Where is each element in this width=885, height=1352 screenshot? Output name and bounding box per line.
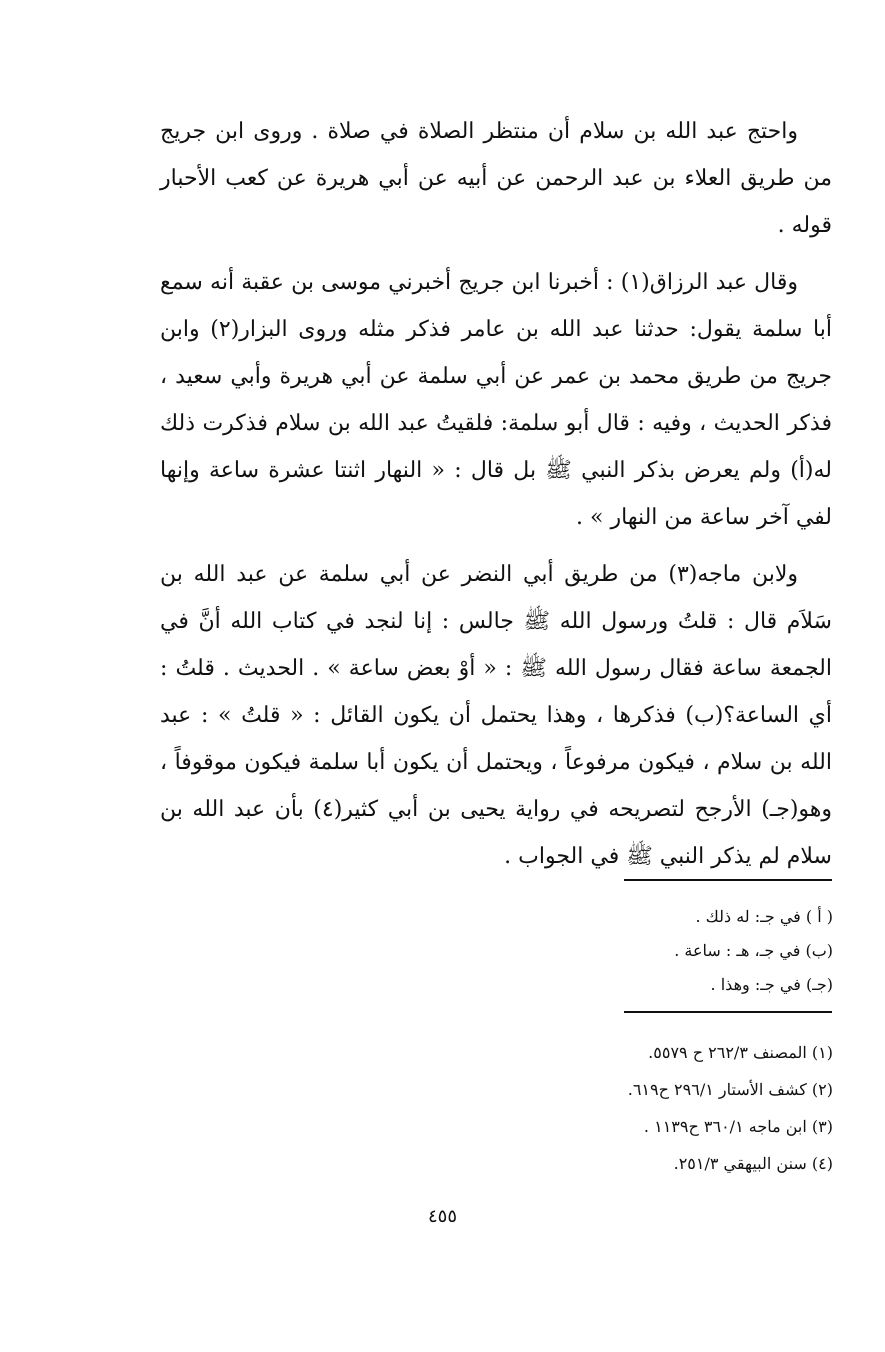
page-number: ٤٥٥ [427, 1206, 457, 1227]
variant-note-b: (ب) في جـ، هـ : ساعة . [674, 941, 833, 960]
variant-note-a: ( أ ) في جـ: له ذلك . [695, 907, 833, 926]
paragraph-2: وقال عبد الرزاق(١) : أخبرنا ابن جريج أخبرني موسى بن عقبة أنه سمع أبا سلمة يقول: حدثنا عبد الله بن عامر فذكر مثله وروى البزار(٢) وابن جريج من طريق محمد بن عمر عن أبي سلمة عن أبي هريرة وأبي سعيد ، فذكر الحديث ، وفيه : قال أبو سلمة: فلقيتُ عبد الله بن سلام فذكرت ذلك له(أ) ولم يعرض بذكر النبي ﷺ بل قال : « النهار اثنتا عشرة ساعة وإنها لفي آخر ساعة من النهار » . [160, 270, 832, 530]
footnote-1: (١) المصنف ٢٦٢/٣ ح ٥٥٧٩. [648, 1043, 833, 1062]
variant-notes [193, 900, 833, 1002]
variant-note-c: (جـ) في جـ: وهذا . [710, 975, 833, 994]
footnote-2: (٢) كشف الأستار ٢٩٦/١ ح٦١٩. [627, 1080, 833, 1099]
source-footnotes [193, 1034, 833, 1182]
footnote-4: (٤) سنن البيهقي ٢٥١/٣. [673, 1154, 833, 1173]
paragraph-3: ولابن ماجه(٣) من طريق أبي النضر عن أبي سلمة عن عبد الله بن سَلاَم قال : قلتُ ورسول الله ﷺ جالس : إنا لنجد في كتاب الله أنَّ في الجمعة ساعة فقال رسول الله ﷺ : « أوْ بعض ساعة » . الحديث . قلتُ : أي الساعة؟(ب) فذكرها ، وهذا يحتمل أن يكون القائل : « قلتُ » : عبد الله بن سلام ، فيكون مرفوعاً ، ويحتمل أن يكون أبا سلمة فيكون موقوفاً ، وهو(جـ) الأرجح لتصريحه في رواية يحيى بن أبي كثير(٤) بأن عبد الله بن سلام لم يذكر النبي ﷺ في الجواب . [160, 562, 833, 869]
main-text [160, 108, 832, 880]
footnote-divider-top [624, 879, 832, 881]
paragraph-1: واحتج عبد الله بن سلام أن منتظر الصلاة في صلاة . وروى ابن جريج من طريق العلاء بن عبد الرحمن عن أبيه عن أبي هريرة عن كعب الأحبار قوله . [160, 119, 832, 238]
footnote-divider-bottom [624, 1011, 832, 1013]
footnote-3: (٣) ابن ماجه ٣٦٠/١ ح١١٣٩ . [643, 1117, 833, 1136]
